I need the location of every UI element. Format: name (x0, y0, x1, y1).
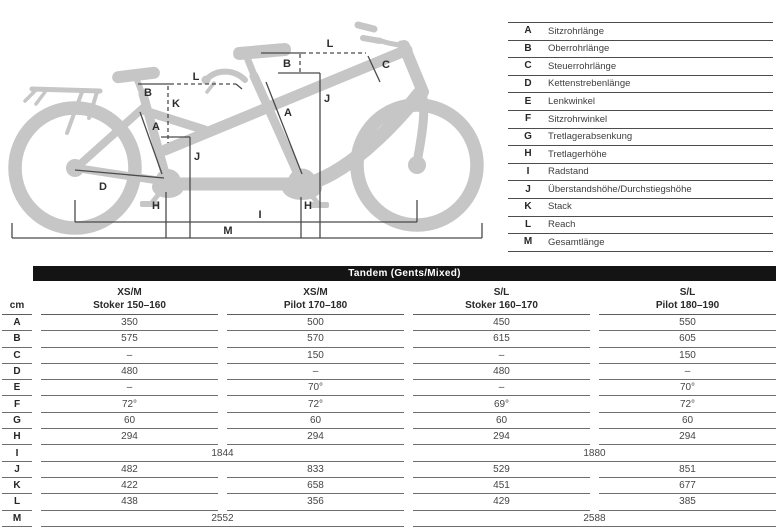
table-cell-span: 2588 (413, 511, 776, 527)
legend-label: Kettenstrebenlänge (548, 78, 631, 90)
legend-row (508, 234, 773, 252)
legend-key: D (524, 78, 532, 90)
legend-key: B (524, 42, 532, 54)
dim-label-headtube: C (382, 59, 390, 71)
table-cell: 605 (599, 331, 776, 347)
legend-label: Lenkwinkel (548, 95, 595, 107)
table-title: Tandem (Gents/Mixed) (348, 268, 461, 279)
table-cell: 500 (227, 315, 404, 331)
table-cell: 294 (599, 429, 776, 445)
table-cell: 60 (41, 413, 218, 429)
dim-label-reach-front: L (326, 38, 334, 50)
geometry-table (2, 266, 776, 527)
table-cell: 72° (227, 396, 404, 412)
legend-key: K (524, 201, 532, 213)
dim-label-seattube-rear: A (152, 121, 160, 133)
table-corner-spacer (2, 266, 32, 281)
unit-header: cm (2, 281, 32, 315)
column-rider: Pilot 180–190 (655, 299, 720, 311)
table-cell: 480 (41, 364, 218, 380)
table-cell: 677 (599, 478, 776, 494)
dim-label-toptube-rear: B (144, 87, 152, 99)
row-key: C (2, 348, 32, 364)
table-cell: – (41, 348, 218, 364)
dim-label-stack: K (172, 98, 180, 110)
stoker-handlebar (207, 72, 245, 92)
legend-label: Tretlagerabsenkung (548, 131, 633, 143)
column-size: XS/M (303, 287, 328, 298)
row-key: J (2, 462, 32, 478)
table-cell: 575 (41, 331, 218, 347)
legend-row (508, 146, 773, 164)
row-key: E (2, 380, 32, 396)
legend-key: L (524, 218, 532, 230)
row-key: H (2, 429, 32, 445)
table-cell-span: 1844 (41, 445, 404, 461)
table-cell: 60 (599, 413, 776, 429)
table-cell: 150 (599, 348, 776, 364)
row-key: M (2, 511, 32, 527)
column-header (599, 281, 776, 315)
dim-label-bbheight-front: H (304, 200, 312, 212)
dim-label-overall-length: M (223, 225, 233, 237)
table-cell: 529 (413, 462, 590, 478)
row-key: L (2, 494, 32, 510)
table-cell: 438 (41, 494, 218, 510)
legend-label: Oberrohrlänge (548, 43, 610, 55)
dim-label-standover-front: J (324, 93, 331, 105)
dim-label-chainstay: D (99, 181, 107, 193)
table-cell: 72° (599, 396, 776, 412)
dim-label-reach-rear: L (192, 71, 200, 83)
column-rider: Pilot 170–180 (283, 299, 348, 311)
table-cell: – (41, 380, 218, 396)
table-cell: 70° (599, 380, 776, 396)
table-cell: 356 (227, 494, 404, 510)
table-cell: 833 (227, 462, 404, 478)
legend-row (508, 129, 773, 147)
dimension-labels (99, 38, 390, 237)
row-key: D (2, 364, 32, 380)
legend-label: Reach (548, 219, 576, 231)
table-cell: 550 (599, 315, 776, 331)
column-size: S/L (679, 287, 696, 298)
table-cell: – (227, 364, 404, 380)
legend-row (508, 217, 773, 235)
column-header (227, 281, 404, 315)
column-size: S/L (493, 287, 510, 298)
row-key: B (2, 331, 32, 347)
table-cell: 482 (41, 462, 218, 478)
table-cell: – (413, 380, 590, 396)
row-key: I (2, 445, 32, 461)
table-cell: 480 (413, 364, 590, 380)
tandem-bike-silhouette (15, 25, 477, 228)
legend-label: Radstand (548, 166, 589, 178)
column-size: XS/M (117, 287, 142, 298)
legend-row (508, 41, 773, 59)
column-rider: Stoker 160–170 (465, 299, 538, 311)
legend-label: Sitzrohrwinkel (548, 113, 608, 125)
table-cell: 70° (227, 380, 404, 396)
table-cell: 150 (227, 348, 404, 364)
table-cell: 69° (413, 396, 590, 412)
pilot-frame (248, 46, 424, 185)
legend-key: I (526, 166, 530, 178)
legend-key: F (524, 113, 532, 125)
legend-label: Stack (548, 201, 572, 213)
row-key: G (2, 413, 32, 429)
table-cell: 294 (413, 429, 590, 445)
legend-key: J (525, 183, 531, 195)
table-cell: 615 (413, 331, 590, 347)
legend-row (508, 58, 773, 76)
table-cell: 294 (41, 429, 218, 445)
table-cell-span: 1880 (413, 445, 776, 461)
table-cell: 451 (413, 478, 590, 494)
bike-geometry-diagram (0, 0, 490, 255)
legend-table (508, 22, 773, 252)
table-cell: 429 (413, 494, 590, 510)
table-title-bar (33, 266, 776, 281)
legend-key: H (524, 148, 532, 160)
legend-key: G (524, 130, 532, 142)
table-cell: 350 (41, 315, 218, 331)
table-cell: 385 (599, 494, 776, 510)
stoker-grip (202, 76, 211, 85)
legend-row (508, 76, 773, 94)
legend-row (508, 23, 773, 41)
legend-label: Tretlagerhöhe (548, 148, 607, 160)
table-cell: 450 (413, 315, 590, 331)
legend-label: Gesamtlänge (548, 236, 605, 248)
table-cell: 851 (599, 462, 776, 478)
legend-label: Überstandshöhe/Durchstiegshöhe (548, 183, 692, 195)
table-cell: – (599, 364, 776, 380)
row-key: K (2, 478, 32, 494)
dim-label-seattube-front: A (284, 107, 292, 119)
legend-key: M (523, 236, 533, 248)
table-cell: 60 (227, 413, 404, 429)
column-header (413, 281, 590, 315)
table-cell: – (413, 348, 590, 364)
row-key: A (2, 315, 32, 331)
legend-row (508, 199, 773, 217)
dim-label-bbheight-rear: H (152, 200, 160, 212)
legend-label: Sitzrohrlänge (548, 25, 604, 37)
table-cell: 658 (227, 478, 404, 494)
row-key: F (2, 396, 32, 412)
legend-label: Steuerrohrlänge (548, 60, 617, 72)
table-cell: 60 (413, 413, 590, 429)
legend-row (508, 181, 773, 199)
dim-label-toptube-front: B (283, 58, 291, 70)
legend-row (508, 164, 773, 182)
dim-label-standover-rear: J (194, 151, 201, 163)
table-cell: 422 (41, 478, 218, 494)
legend-row (508, 93, 773, 111)
legend-key: E (524, 95, 532, 107)
legend-key: A (524, 25, 532, 37)
legend-row (508, 111, 773, 129)
table-cell: 294 (227, 429, 404, 445)
pilot-handlebar (358, 25, 407, 50)
legend-key: C (524, 60, 532, 72)
table-cell: 72° (41, 396, 218, 412)
table-cell-span: 2552 (41, 511, 404, 527)
column-header (41, 281, 218, 315)
dim-label-wheelbase: I (258, 209, 262, 221)
column-rider: Stoker 150–160 (93, 299, 166, 311)
table-cell: 570 (227, 331, 404, 347)
